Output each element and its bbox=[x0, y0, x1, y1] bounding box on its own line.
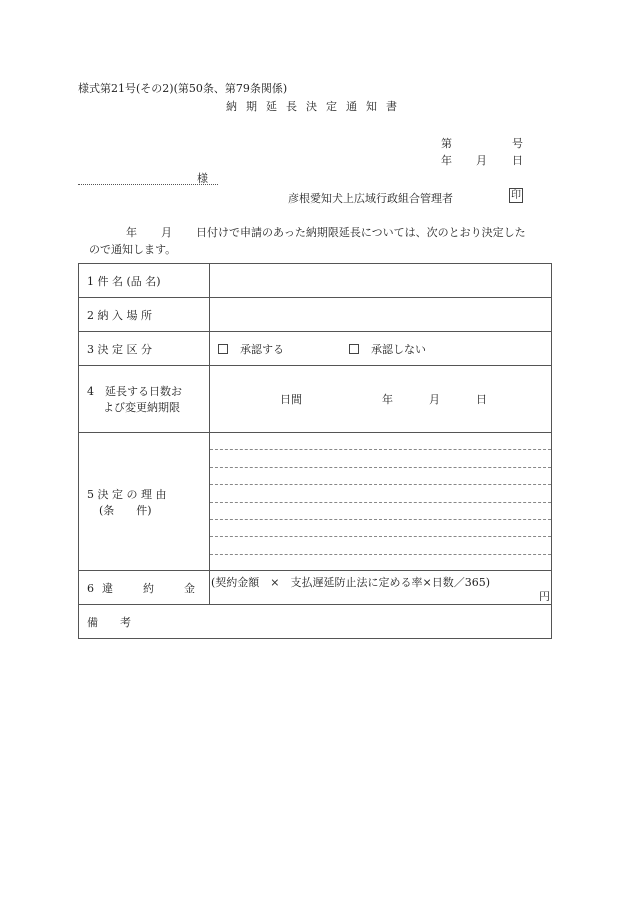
reject-label: 承認しない bbox=[371, 342, 426, 356]
body-line-1 bbox=[126, 224, 526, 240]
remarks-field[interactable] bbox=[79, 605, 552, 639]
new-date-year: 年 bbox=[382, 393, 393, 406]
penalty-formula: (契約金額 × 支払遅延防止法に定める率×日数／365) bbox=[211, 576, 491, 589]
addressee-suffix: 様 bbox=[197, 172, 208, 185]
body-line-2: ので通知します。 bbox=[89, 243, 177, 256]
seal-mark: 印 bbox=[511, 190, 521, 201]
table-row-delivery-place bbox=[79, 298, 552, 332]
label-decision: 3 決 定 区 分 bbox=[79, 332, 210, 366]
label-reason bbox=[79, 433, 210, 571]
reason-line[interactable] bbox=[210, 485, 551, 502]
issuer-name: 彦根愛知犬上広域行政組合管理者 bbox=[288, 192, 453, 205]
item-name-field[interactable] bbox=[210, 264, 552, 298]
number-prefix: 第 bbox=[441, 137, 452, 150]
new-date-day: 日 bbox=[476, 393, 487, 406]
penalty-field bbox=[210, 571, 552, 605]
form-number: 様式第21号(その2)(第50条、第79条関係) bbox=[78, 82, 288, 95]
label-penalty-num: 6 bbox=[87, 581, 94, 595]
label-reason-line2: (条 件) bbox=[99, 503, 152, 517]
body-year: 年 bbox=[126, 226, 137, 239]
reason-line[interactable] bbox=[210, 433, 551, 450]
table-row-item-name bbox=[79, 264, 552, 298]
reason-line[interactable] bbox=[210, 450, 551, 467]
date-year: 年 bbox=[441, 154, 452, 167]
table-row-reason bbox=[79, 433, 552, 571]
label-extension-line1: 4 延長する日数お bbox=[87, 385, 182, 398]
body-text: 日付けで申請のあった納期限延長については、次のとおり決定した bbox=[196, 226, 526, 239]
label-remarks: 備 考 bbox=[87, 615, 131, 629]
penalty-amount-field[interactable] bbox=[445, 588, 550, 605]
reason-line[interactable] bbox=[210, 468, 551, 485]
label-penalty-c: 金 bbox=[184, 581, 195, 595]
label-delivery-place: 2 納 入 場 所 bbox=[79, 298, 210, 332]
table-row-extension bbox=[79, 366, 552, 433]
approve-label: 承認する bbox=[240, 342, 284, 356]
decision-options bbox=[210, 332, 552, 366]
extension-field[interactable] bbox=[210, 366, 552, 433]
yen-unit: 円 bbox=[539, 590, 550, 603]
addressee-field[interactable] bbox=[78, 171, 218, 185]
label-penalty-a: 違 bbox=[102, 581, 113, 595]
label-extension-line2: よび変更納期限 bbox=[103, 401, 180, 414]
approve-checkbox[interactable] bbox=[218, 344, 228, 354]
reason-line[interactable] bbox=[210, 537, 551, 554]
table-row-remarks bbox=[79, 605, 552, 639]
label-penalty bbox=[79, 571, 210, 605]
label-penalty-b: 約 bbox=[143, 581, 154, 595]
reason-line[interactable] bbox=[210, 520, 551, 537]
decision-table bbox=[78, 263, 552, 639]
delivery-place-field[interactable] bbox=[210, 298, 552, 332]
table-row-penalty bbox=[79, 571, 552, 605]
label-item-name: 1 件 名 (品 名) bbox=[79, 264, 210, 298]
table-row-decision bbox=[79, 332, 552, 366]
label-extension bbox=[79, 366, 210, 433]
date-month: 月 bbox=[476, 154, 487, 167]
reason-line[interactable] bbox=[210, 503, 551, 520]
number-suffix: 号 bbox=[512, 137, 523, 150]
days-label: 日間 bbox=[280, 393, 302, 406]
reject-checkbox[interactable] bbox=[349, 344, 359, 354]
new-date-month: 月 bbox=[429, 393, 440, 406]
body-month: 月 bbox=[161, 226, 172, 239]
label-reason-line1: 5 決 定 の 理 由 bbox=[87, 487, 167, 501]
document-title: 納期延長決定通知書 bbox=[226, 100, 406, 113]
reason-field[interactable] bbox=[210, 433, 552, 571]
date-day: 日 bbox=[512, 154, 523, 167]
